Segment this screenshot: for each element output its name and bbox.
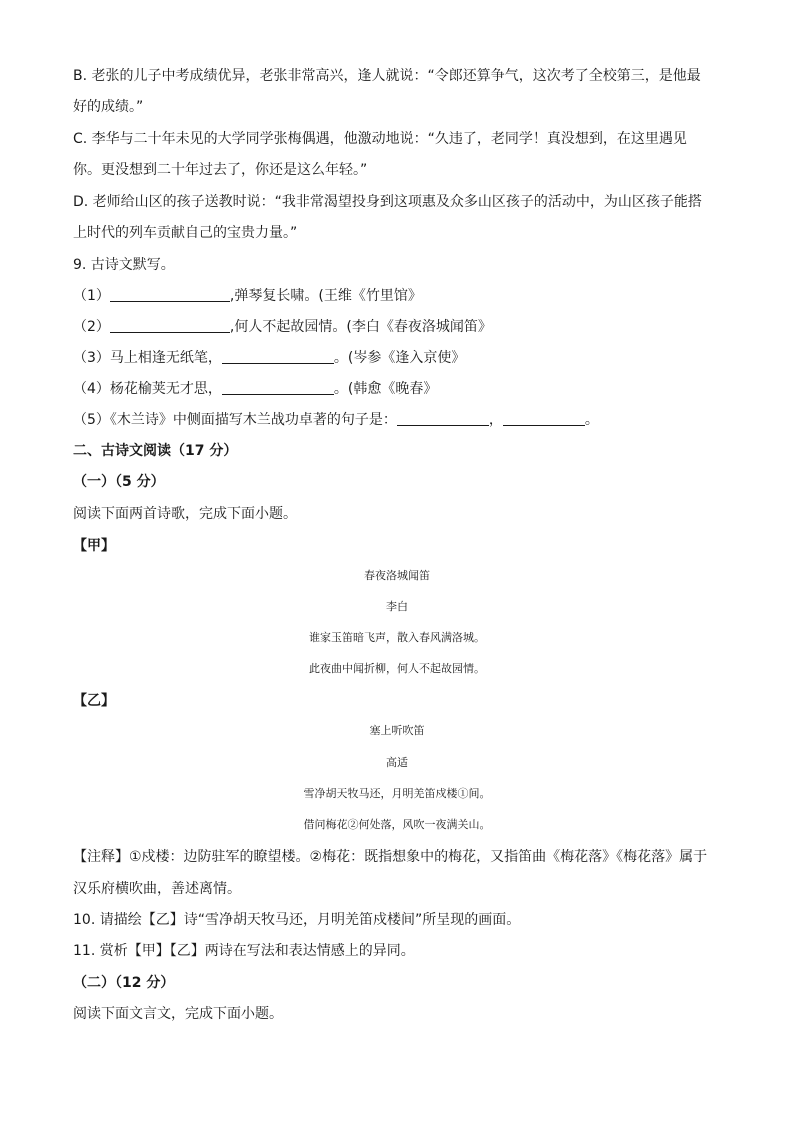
annotation-line-1: 【注释】①戍楼：边防驻军的瞭望楼。②梅花：既指想象中的梅花，又指笛曲《梅花落》《梅花落》属于 [73, 849, 708, 865]
q8-option-d-line1: D. 老师给山区的孩子送教时说：“我非常渴望投身到这项惠及众多山区孩子的活动中，为山区孩子能搭 [73, 194, 702, 210]
q9-item-2-suffix: ,何人不起故园情。(李白《春夜洛城闻笛》 [229, 319, 492, 335]
q9-item-2-prefix: （2） [73, 319, 110, 335]
q9-item-5-blank-1[interactable] [397, 411, 489, 426]
poem-a-label: 【甲】 [73, 538, 115, 554]
q8-option-b-line1: B. 老张的儿子中考成绩优异，老张非常高兴，逢人就说：“令郎还算争气，这次考了全校第三，是他最 [73, 68, 701, 84]
q8-option-d-line2: 上时代的列车贡献自己的宝贵力量。” [73, 225, 298, 241]
q9-title: 9. 古诗文默写。 [73, 257, 175, 273]
q9-item-1-prefix: （1） [73, 288, 110, 304]
q9-item-5-suffix: 。 [584, 412, 599, 428]
q8-option-b-line2: 好的成绩。” [73, 99, 144, 115]
annotation-line-2: 汉乐府横吹曲，善述离情。 [73, 881, 241, 897]
q9-item-5-blank-2[interactable] [503, 411, 585, 426]
poem-a-line-2: 此夜曲中闻折柳，何人不起故园情。 [309, 662, 485, 675]
q9-item-3 [73, 348, 465, 368]
section-2-part-2-instruction: 阅读下面文言文，完成下面小题。 [73, 1006, 283, 1022]
section-2-instruction: 阅读下面两首诗歌，完成下面小题。 [73, 506, 297, 522]
q9-item-1 [73, 286, 422, 306]
q9-item-1-blank[interactable] [110, 287, 230, 302]
q9-item-4-prefix: （4）杨花榆荚无才思， [73, 381, 222, 397]
poem-a-title: 春夜洛城闻笛 [364, 569, 430, 582]
section-2-part-2-heading: （二）（12 分） [73, 975, 175, 991]
poem-b-label: 【乙】 [73, 693, 115, 709]
question-11: 11. 赏析【甲】【乙】两诗在写法和表达情感上的异同。 [73, 943, 415, 959]
q9-item-4-blank[interactable] [222, 380, 334, 395]
q9-item-5-mid: ， [488, 412, 503, 428]
q9-item-3-blank[interactable] [222, 349, 334, 364]
poem-b-author: 高适 [386, 756, 408, 769]
poem-a-line-1: 谁家玉笛暗飞声，散入春风满洛城。 [309, 631, 485, 644]
q9-item-4 [73, 379, 437, 399]
poem-b-title: 塞上听吹笛 [369, 724, 425, 737]
q9-item-3-prefix: （3）马上相逢无纸笔， [73, 350, 222, 366]
section-2-part-1-heading: （一）（5 分） [73, 474, 165, 490]
q8-option-c-line2: 你。更没想到二十年过去了，你还是这么年轻。” [73, 162, 368, 178]
q9-item-5-prefix: （5）《木兰诗》中侧面描写木兰战功卓著的句子是： [73, 412, 397, 428]
q9-item-1-suffix: ,弹琴复长啸。(王维《竹里馆》 [229, 288, 422, 304]
question-10: 10. 请描绘【乙】诗“雪净胡天牧马还，月明羌笛戍楼间”所呈现的画面。 [73, 912, 521, 928]
poem-a-author: 李白 [386, 600, 408, 613]
q9-item-3-suffix: 。(岑参《逢入京使》 [333, 350, 466, 366]
poem-b-line-1: 雪净胡天牧马还，月明羌笛戍楼①间。 [303, 787, 491, 800]
q9-item-2 [73, 317, 492, 337]
q9-item-4-suffix: 。(韩愈《晚春》 [333, 381, 438, 397]
section-2-heading: 二、古诗文阅读（17 分） [73, 443, 238, 459]
q8-option-c-line1: C. 李华与二十年未见的大学同学张梅偶遇，他激动地说：“久违了，老同学！真没想到，在这里遇见 [73, 131, 687, 147]
q9-item-5 [73, 410, 599, 430]
poem-b-line-2: 借问梅花②何处落，风吹一夜满关山。 [303, 818, 491, 831]
q9-item-2-blank[interactable] [110, 318, 230, 333]
